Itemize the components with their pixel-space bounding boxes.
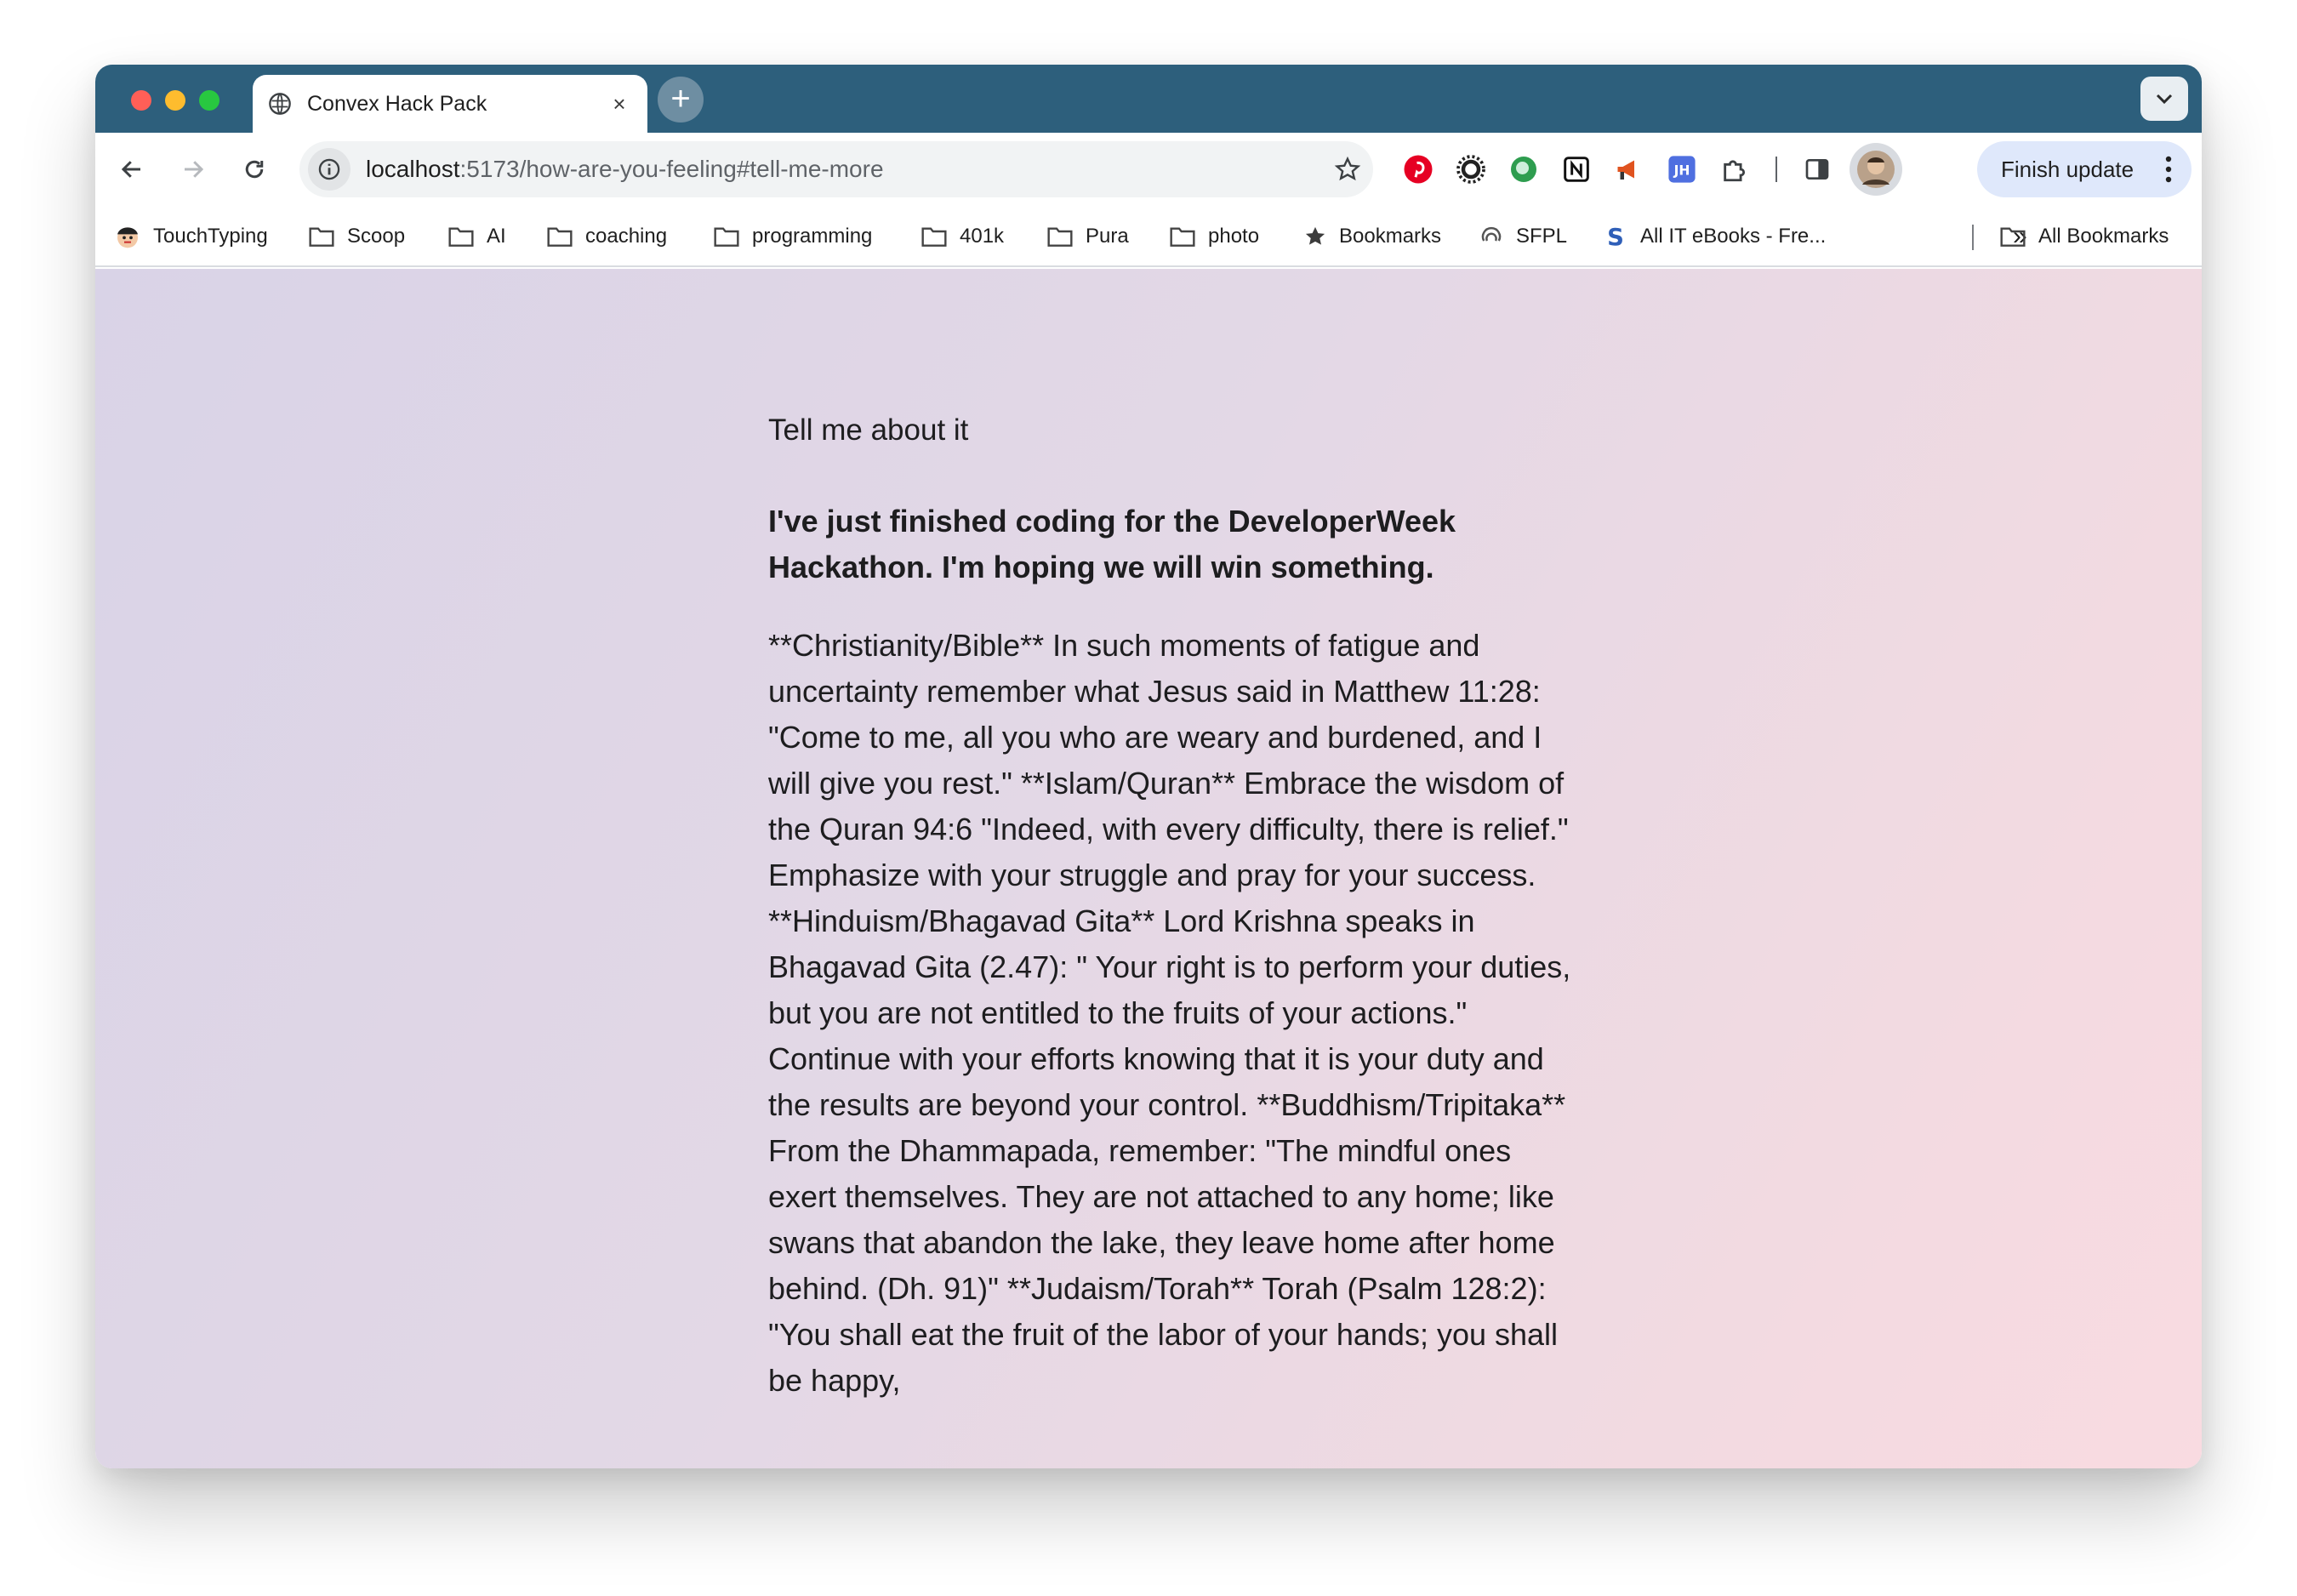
conversation-column bbox=[768, 413, 1585, 1404]
bookmark-touchtyping[interactable] bbox=[114, 221, 268, 252]
forward-button[interactable] bbox=[174, 150, 213, 189]
sfpl-favicon bbox=[1479, 224, 1504, 249]
extensions-button[interactable] bbox=[1717, 151, 1753, 187]
toolbar-divider bbox=[1775, 157, 1777, 182]
close-tab-icon[interactable]: × bbox=[613, 90, 626, 117]
page-heading: Tell me about it bbox=[768, 413, 969, 447]
bookmark-star-button[interactable] bbox=[1322, 156, 1373, 183]
tab-strip bbox=[95, 65, 2202, 133]
allitebooks-favicon bbox=[1603, 223, 1628, 250]
megaphone-extension[interactable] bbox=[1611, 151, 1647, 187]
folder-icon bbox=[1046, 225, 1074, 248]
response-text: **Christianity/Bible** In such moments of fatigue and uncertainty remember what Jesus said in Matthew 11:28: "Come to me, all you who are weary and burdened, and I will give you rest." **Islam/Quran** Embrace the wisdom of the Quran 94:6 "Indeed, with every difficulty, there is relief." Emphasize with your struggle and pray for your success. **Hinduism/Bhagavad Gita** Lord Krishna speaks in Bhagavad Gita (2.47): " Your right is to perform your duties, but you are not entitled to the fruits of your actions." Continue with your efforts knowing that it is your duty and the results are beyond your control. **Buddhism/Tripitaka** From the Dhammapada, remember: "The mindful ones exert themselves. They are not attached to any home; like swans that abandon the lake, they leave home after home behind. (Dh. 91)" **Judaism/Torah** Torah (Psalm 128:2): "You shall eat the fruit of the labor of your hands; you shall be happy, bbox=[768, 628, 1571, 1398]
bookmarks-overflow-button[interactable]: » bbox=[2013, 222, 2027, 250]
url-text[interactable] bbox=[366, 156, 1322, 183]
bookmark-label: AI bbox=[487, 225, 506, 248]
pinterest-extension[interactable] bbox=[1400, 151, 1436, 187]
page-content bbox=[95, 269, 2202, 1468]
folder-icon bbox=[1999, 225, 2026, 248]
reload-icon bbox=[242, 157, 267, 182]
minimize-window-button[interactable] bbox=[165, 90, 185, 111]
folder-icon bbox=[1169, 225, 1196, 248]
star-outline-icon bbox=[1334, 156, 1361, 183]
bookmark-bookmarks[interactable] bbox=[1303, 221, 1441, 252]
bookmark-photo[interactable] bbox=[1169, 221, 1259, 252]
bookmark-label: programming bbox=[752, 225, 873, 248]
forward-arrow-icon bbox=[180, 157, 206, 182]
folder-icon bbox=[713, 225, 740, 248]
globe-icon bbox=[268, 92, 292, 116]
bookmark-sfpl[interactable] bbox=[1479, 221, 1567, 252]
bookmark-scoop[interactable] bbox=[308, 221, 405, 252]
jh-badge-icon bbox=[1667, 155, 1696, 184]
green-leaf-icon bbox=[1508, 154, 1539, 185]
more-vert-icon bbox=[2164, 153, 2173, 185]
bookmark-401k[interactable] bbox=[921, 221, 1004, 252]
browser-window bbox=[95, 65, 2202, 1468]
bookmarks-bar bbox=[95, 206, 2202, 267]
zoom-window-button[interactable] bbox=[199, 90, 219, 111]
bookmark-programming[interactable] bbox=[713, 221, 872, 252]
finish-update-button[interactable] bbox=[1977, 141, 2192, 197]
svg-text:S: S bbox=[1607, 224, 1624, 250]
user-message: I've just finished coding for the DeveloperWeek Hackathon. I'm hoping we will win something. bbox=[768, 504, 1456, 584]
bookmark-pura[interactable] bbox=[1046, 221, 1129, 252]
reload-button[interactable] bbox=[235, 150, 274, 189]
touchtyping-favicon bbox=[114, 223, 141, 250]
bookmark-label: coaching bbox=[585, 225, 668, 248]
bookmark-label: photo bbox=[1208, 225, 1260, 248]
sun-gear-icon bbox=[1456, 154, 1486, 185]
bookmark-label: Scoop bbox=[347, 225, 406, 248]
folder-icon bbox=[546, 225, 573, 248]
green-extension[interactable] bbox=[1506, 151, 1542, 187]
bookmark-coaching[interactable] bbox=[546, 221, 667, 252]
tab-title: Convex Hack Pack bbox=[307, 91, 487, 116]
address-bar[interactable] bbox=[299, 141, 1373, 197]
bookmark-all-it-ebooks[interactable] bbox=[1603, 221, 1826, 252]
bookmark-label: All IT eBooks - Fre... bbox=[1640, 225, 1827, 248]
svg-text:JH: JH bbox=[1673, 162, 1690, 179]
bookmark-label: SFPL bbox=[1516, 225, 1568, 248]
all-bookmarks-folder[interactable] bbox=[1999, 221, 2169, 252]
puzzle-piece-icon bbox=[1720, 155, 1749, 184]
active-tab[interactable] bbox=[253, 75, 647, 133]
new-tab-button[interactable]: + bbox=[658, 77, 704, 123]
bookmark-ai[interactable] bbox=[447, 221, 506, 252]
url-host: localhost bbox=[366, 156, 460, 182]
close-window-button[interactable] bbox=[131, 90, 151, 111]
side-panel-button[interactable] bbox=[1799, 151, 1835, 187]
back-button[interactable] bbox=[112, 150, 151, 189]
finish-update-label: Finish update bbox=[2001, 156, 2135, 182]
star-icon bbox=[1303, 225, 1327, 248]
notion-extension[interactable] bbox=[1559, 151, 1594, 187]
chevron-down-icon bbox=[2155, 93, 2174, 105]
bookmarks-divider bbox=[1972, 225, 1974, 250]
avatar-icon bbox=[1855, 149, 1896, 190]
gear-extension[interactable] bbox=[1453, 151, 1489, 187]
jh-extension[interactable] bbox=[1664, 151, 1700, 187]
back-arrow-icon bbox=[119, 157, 145, 182]
folder-icon bbox=[921, 225, 948, 248]
bookmark-label: Bookmarks bbox=[1339, 225, 1442, 248]
site-info-button[interactable] bbox=[308, 148, 351, 191]
tab-search-button[interactable] bbox=[2140, 77, 2188, 121]
profile-avatar-button[interactable] bbox=[1850, 143, 1902, 196]
bookmark-label: TouchTyping bbox=[153, 225, 268, 248]
url-path: :5173/how-are-you-feeling#tell-me-more bbox=[459, 156, 884, 182]
pinterest-icon bbox=[1403, 154, 1433, 185]
bookmark-label: 401k bbox=[960, 225, 1005, 248]
info-icon bbox=[317, 157, 341, 181]
folder-icon bbox=[308, 225, 335, 248]
bookmark-label: All Bookmarks bbox=[2038, 225, 2169, 248]
megaphone-icon bbox=[1614, 154, 1644, 185]
notion-icon bbox=[1563, 156, 1590, 183]
side-panel-icon bbox=[1804, 156, 1831, 183]
toolbar bbox=[95, 133, 2202, 206]
bookmark-label: Pura bbox=[1086, 225, 1129, 248]
folder-icon bbox=[447, 225, 475, 248]
